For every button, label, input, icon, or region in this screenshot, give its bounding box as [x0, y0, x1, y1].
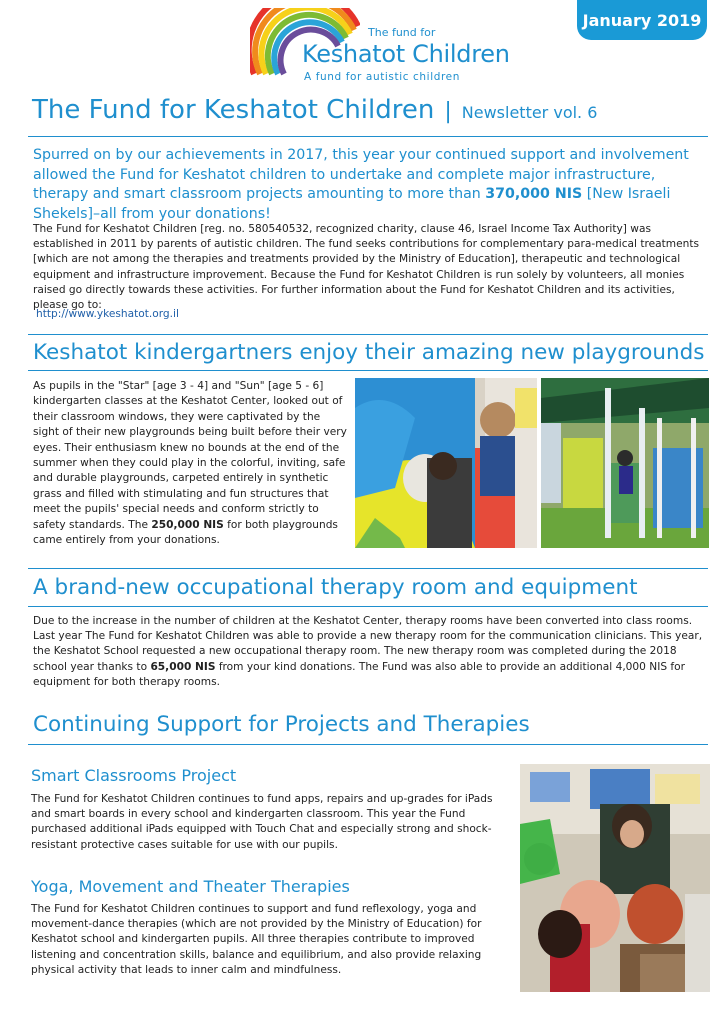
logo-main-text: Keshatot Children: [302, 40, 510, 68]
yoga-heading: Yoga, Movement and Theater Therapies: [31, 877, 350, 896]
therapy-room-heading: A brand-new occupational therapy room and equipment: [33, 575, 638, 600]
playgrounds-heading: Keshatot kindergartners enjoy their amazing new playgrounds: [33, 340, 705, 365]
playgrounds-amount: 250,000 NIS: [151, 518, 224, 531]
therapy-room-text: [33, 614, 709, 690]
title-separator: |: [444, 99, 452, 124]
section-divider-top: [28, 334, 708, 335]
playground-photo-2: [541, 378, 709, 548]
title-divider: [28, 136, 708, 137]
date-badge: January 2019: [577, 0, 707, 40]
therapy-text-tail: from your kind donations. The Fund was also able to provide an additional 4,000 NIS for equipment for both therapy rooms.: [33, 660, 685, 688]
intro-amount: 370,000 NIS: [485, 186, 583, 202]
intro-paragraph: [33, 146, 713, 224]
smart-classrooms-text: The Fund for Keshatot Children continues to fund apps, repairs and up-grades for iPads and smart boards in every school and kindergarten classroom. This year the Fund purchased additional iPads equipped with Touch Chat and especially strong and shock-resistant protective cases suitable for use with our pupils.: [31, 793, 493, 851]
fund-logo: [250, 8, 510, 83]
continuing-heading: Continuing Support for Projects and Therapies: [33, 712, 530, 737]
playgrounds-divider: [28, 370, 708, 371]
yoga-text: The Fund for Keshatot Children continues to support and fund reflexology, yoga and movement-dance therapies (which are not provided by the Ministry of Education) for Keshatot school and kindergarten pupils. All three therapies contribute to improved listening and concentration skills, balance and equilibrium, and also provide relaxing physical activity that leads to inner calm and mindfulness.: [31, 903, 482, 976]
smart-classrooms-heading: Smart Classrooms Project: [31, 766, 237, 785]
classroom-photo: [520, 764, 710, 992]
newsletter-volume: Newsletter vol. 6: [461, 103, 598, 122]
intro-lead: Spurred on by our achievements in 2017, this year your continued support and involvement allowed the Fund for Keshatot children to undertake and complete major infrastructure, therapy and smart classroom projects amounting to more than: [33, 147, 689, 202]
continuing-divider: [28, 744, 708, 745]
logo-tagline: A fund for autistic children: [304, 71, 460, 83]
playground-photo-1: [355, 378, 537, 548]
playgrounds-text: [33, 379, 347, 548]
intro-tail: [New Israeli Shekels]–all from your donations!: [33, 186, 671, 222]
playgrounds-text-tail: for both playgrounds came entirely from your donations.: [33, 518, 338, 547]
therapy-room-divider: [28, 606, 708, 607]
website-link[interactable]: http://www.ykeshatot.org.il: [36, 308, 179, 320]
playgrounds-text-lead: As pupils in the "Star" [age 3 - 4] and "Sun" [age 5 - 6] kindergarten classes at the Keshatot Center, looked out of their classroom windows, they were captivated by the sight of their new playgrounds being built before their very eyes. Their enthusiasm knew no bounds at the end of the summer when they could play in the colorful, inviting, safe and durable playgrounds, carpeted entirely in synthetic grass and filled with stimulating and fun structures that meet the pupils' special needs and conform strictly to safety standards. The: [33, 380, 347, 531]
therapy-amount: 65,000 NIS: [150, 660, 216, 673]
therapy-text-lead: Due to the increase in the number of children at the Keshatot Center, therapy rooms have been converted into class rooms. Last year The Fund for Keshatot Children was able to provide a new therapy room for the communication clinicians. This year, the Keshatot School requested a new occupational therapy room. The new therapy room was completed during the 2018 school year thanks to: [33, 615, 703, 673]
newsletter-title: [32, 95, 597, 125]
about-paragraph: The Fund for Keshatot Children [reg. no. 580540532, recognized charity, clause 46, Israel Income Tax Authority] was established in 2011 by parents of autistic children. The fund seeks contributions for complementary para-medical treatments [which are not among the therapies and treatments provided by the Ministry of Education], therapeutic and technological equipment and infrastructure improvement. Because the Fund for Keshatot Children is run solely by volunteers, all monies raised go directly towards these activities. For further information about the Fund for Keshatot Children and its activities, please go to:: [33, 223, 699, 312]
logo-small-text: The fund for: [368, 26, 436, 39]
page-title: The Fund for Keshatot Children: [32, 95, 435, 125]
therapy-top-divider: [28, 568, 708, 569]
